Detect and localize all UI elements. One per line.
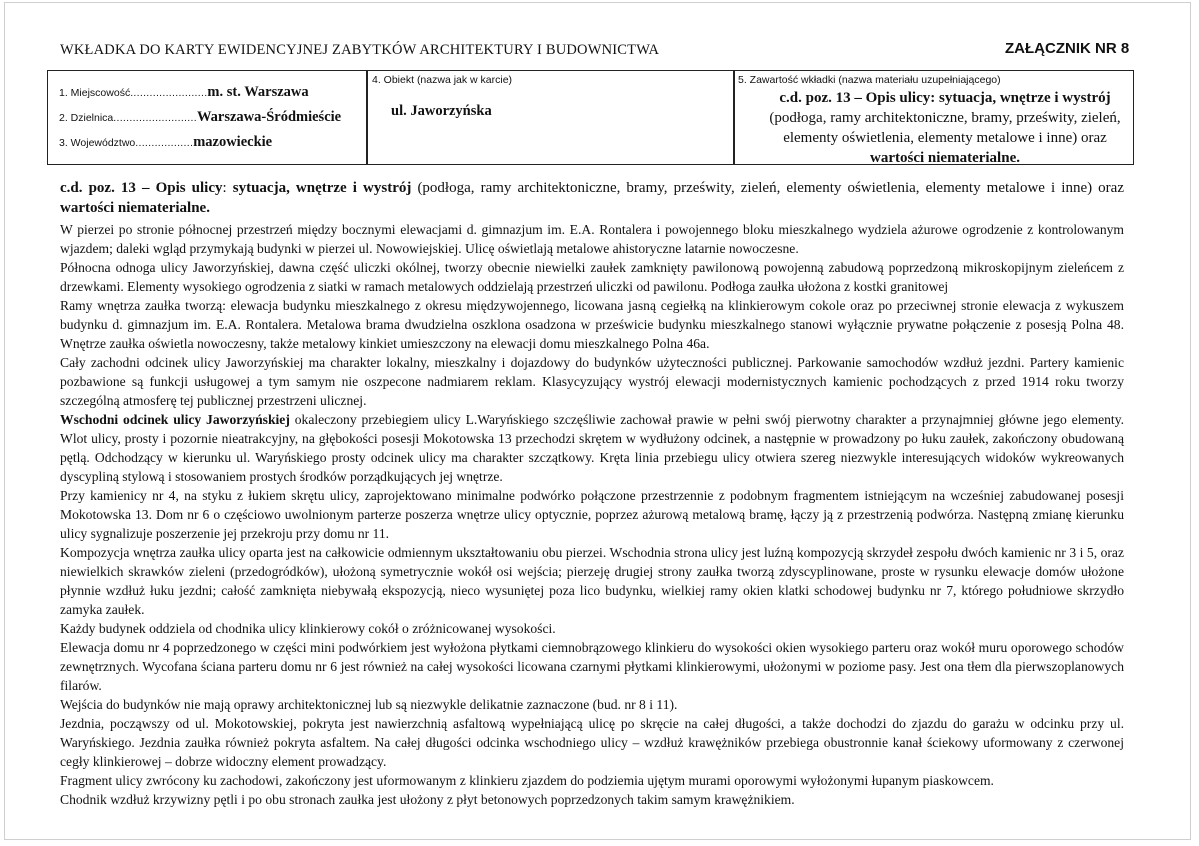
place-value: m. st. Warszawa [207,84,309,100]
district-value: Warszawa-Śródmieście [196,109,342,125]
place-label: 1. Miejscowość [59,87,131,99]
paragraph: Elewacja domu nr 4 poprzedzonego w części mini podwórkiem jest wyłożona płytkami ciemnobrązowego klinkieru do wysokości okien wysokiego parteru oraz wokół muru oporowego schodów zewnętrznych. Wycofana ściana parteru domu nr 6 jest również na całej wysokości licowana czarnymi płytkami klinkierowymi, ułożonymi w poziome pasy. Jest ona tłem dla pierwszoplanowych filarów. [60,640,1124,693]
paragraph: Cały zachodni odcinek ulicy Jaworzyńskiej ma charakter lokalny, mieszkalny i dojazdowy do budynków użyteczności publicznej. Parkowanie samochodów wzdłuż jezdni. Partery kamienic pozbawione są funkcji usługowej a tym samym nie oszpecone nadmiarem reklam. Klasycyzujący wystrój elewacji modernistycznych kamienic pochodzących z przed 1914 roku tworzy szczególną atmosferę tej publicznej przestrzeni ulicznej. [60,355,1124,408]
object-label: 4. Obiekt (nazwa jak w karcie) [372,74,513,86]
paragraph [60,410,1124,486]
metadata-box [47,70,1134,165]
paragraph: Przy kamienicy nr 4, na styku z łukiem skrętu ulicy, zaprojektowano minimalne podwórko połączone przestrzennie z podobnym fragmentem istniejącym na wcześniej zabudowanej posesji Mokotowska 13. Dom nr 6 o częściowo uwolnionym parterze poszerza wnętrze ulicy optycznie, poprzez ażurową metalową bramę, łączy ją z przestrzenią podwórza. Następną zmianę kierunku ulicy sygnalizuje poszerzenie jej przekroju przy domu nr 11. [60,488,1124,541]
paragraph: Ramy wnętrza zaułka tworzą: elewacja budynku mieszkalnego z okresu międzywojennego, licowana jasną cegiełką na klinkierowym cokole oraz po przeciwnej stronie elewacja z wykuszem budynku d. gimnazjum im. E.A. Rontalera. Metalowa brama dwudzielna oszklona osadzona w prześwicie budynku mieszkalnego stanowi wyłącznie prywatne połączenie z posesją Polna 48. Wnętrze zaułka oświetla nowoczesny, także metalowy kinkiet umieszczony na elewacji domu mieszkalnego Polna 46a. [60,298,1124,351]
paragraph: Każdy budynek oddziela od chodnika ulicy klinkierowy cokół o zróżnicowanej wysokości. [60,621,556,636]
paragraph: Chodnik wzdłuż krzywizny pętli i po obu stronach zaułka jest ułożony z płyt betonowych poprzedzonych takim samym krawężnikiem. [60,792,795,807]
contents-middle: (podłoga, ramy architektoniczne, bramy, prześwity, zieleń, elementy oświetlenia, elementy metalowe i inne) oraz [769,110,1121,146]
column-divider [366,71,368,164]
paragraph: Północna odnoga ulicy Jaworzyńskiej, dawna część uliczki okólnej, tworzy obecnie niewielki zaułek zamknięty pawilonową powojenną zabudową poprzedzoną mikroskopijnym zieleńcem z drzewkami. Elementy wysokiego ogrodzenia z siatki w ramach metalowych oddzielają przestrzeń uliczki od pawilonu. Podłoga zaułka ułożona z kostki granitowej [60,260,1124,294]
voivodeship-value: mazowieckie [193,134,273,150]
intro-lead-c: sytuacja, wnętrze i wystrój [232,180,412,196]
paragraph-rest: okaleczony przebiegiem ulicy L.Waryńskiego szczęśliwie zachował prawie w pełni swój pierwotny charakter a przynajmniej główne jego elementy. Wlot ulicy, prosty i pozornie nieatrakcyjny, na głębokości posesji Mokotowska 13 przechodzi skrętem w wydłużony odcinek, a następnie w prowadzony po łuku zaułek, zakończony obudowaną pętlą. Odchodzący w kierunku ul. Waryńskiego prosty odcinek ulicy ma charakter szczątkowy. Kręta linia przebiegu ulicy otwiera szereg niezwykle interesujących widoków wykreowanych dyscypliną stylową i stosowaniem prostych środków porządkujących jej wnętrze. [60,412,1125,484]
district-dots: .......................... [113,112,197,124]
paragraph: Jezdnia, począwszy od ul. Mokotowskiej, pokryta jest nawierzchnią asfaltową wypełniającą ulicę po skręcie na całej długości, a także dochodzi do zjazdu do garażu w odcinku przy ul. Waryńskiego. Jezdnia zaułka również pokryta asfaltem. Na całej długości odcinka wschodniego ulicy – wzdłuż krawężników przebiega obustronnie kanał ściekowy uformowany z czerwonej cegły klinkierowej – dobrze widoczny element prowadzący. [60,716,1124,769]
voivodeship-label: 3. Województwo [59,137,136,149]
paragraph: W pierzei po stronie północnej przestrzeń między bocznymi elewacjami d. gimnazjum im. E.A. Rontalera i powojennego bloku mieszkalnego wydziela ażurowe ogrodzenie z kontrolowanym wjazdem; daleki wgląd przymykają budynki w pierzei ul. Nowowiejskiej. Ulicę oświetlają metalowe ahistoryczne latarnie nowoczesne. [60,222,1124,256]
page-header-title: WKŁADKA DO KARTY EWIDENCYJNEJ ZABYTKÓW ARCHITEKTURY I BUDOWNICTWA [60,42,660,58]
column-divider [733,71,735,164]
district-field [59,108,341,126]
intro-lead-b: : [222,180,233,196]
intro-middle: (podłoga, ramy architektoniczne, bramy, prześwity, zieleń, elementy oświetlenia, elementy metalowe i inne) oraz [411,180,1124,196]
paragraph: Wejścia do budynków nie mają oprawy architektonicznej lub są niezwykle delikatnie zaznaczone (bud. nr 8 i 11). [60,697,678,712]
contents-bold-lead: c.d. poz. 13 – Opis ulicy: sytuacja, wnętrze i wystrój [779,90,1111,106]
contents-label: 5. Zawartość wkładki (nazwa materiału uzupełniającego) [738,74,1001,86]
paragraph: Kompozycja wnętrza zaułka ulicy oparta jest na całkowicie odmiennym ukształtowaniu obu pierzei. Wschodnia strona ulicy jest luźną kompozycją skrzydeł zespołu dwóch kamienic nr 3 i 5, oraz niewielkich skrawków zieleni (przedogródków), ułożoną symetrycznie wokół osi wejścia; pierzeję drugiej strony zaułka tworzą zdyscyplinowane, proste w rysunku elewacje domów ułożone płynnie wzdłuż łuku jezdni; całość zamknięta niebywałą ekspozycją, nieco wysuniętej poza lico budynku, wielkiej ramy okien klatki schodowej budynku nr 7, którego południowe skrzydło zamyka zaułek. [60,545,1124,617]
voivodeship-field [59,133,272,151]
intro-bold-end: wartości niematerialne. [60,200,210,216]
voivodeship-dots: .................. [135,137,194,149]
contents-bold-end: wartości niematerialne. [870,150,1020,166]
place-field [59,83,309,101]
district-label: 2. Dzielnica [59,112,114,124]
place-dots: ........................ [130,87,208,99]
intro-lead-a: c.d. poz. 13 – Opis ulicy [60,180,223,196]
section-intro [60,178,1124,218]
description-body [60,220,1124,809]
object-value: ul. Jaworzyńska [391,103,492,119]
attachment-number: ZAŁĄCZNIK NR 8 [1005,40,1130,57]
paragraph: Fragment ulicy zwrócony ku zachodowi, zakończony jest uformowanym z klinkieru zjazdem do podziemia ujętym murami oporowymi wyłożonymi łupanym piaskowcem. [60,773,994,788]
paragraph-bold-lead: Wschodni odcinek ulicy Jaworzyńskiej [60,412,290,427]
contents-value [764,88,1126,168]
